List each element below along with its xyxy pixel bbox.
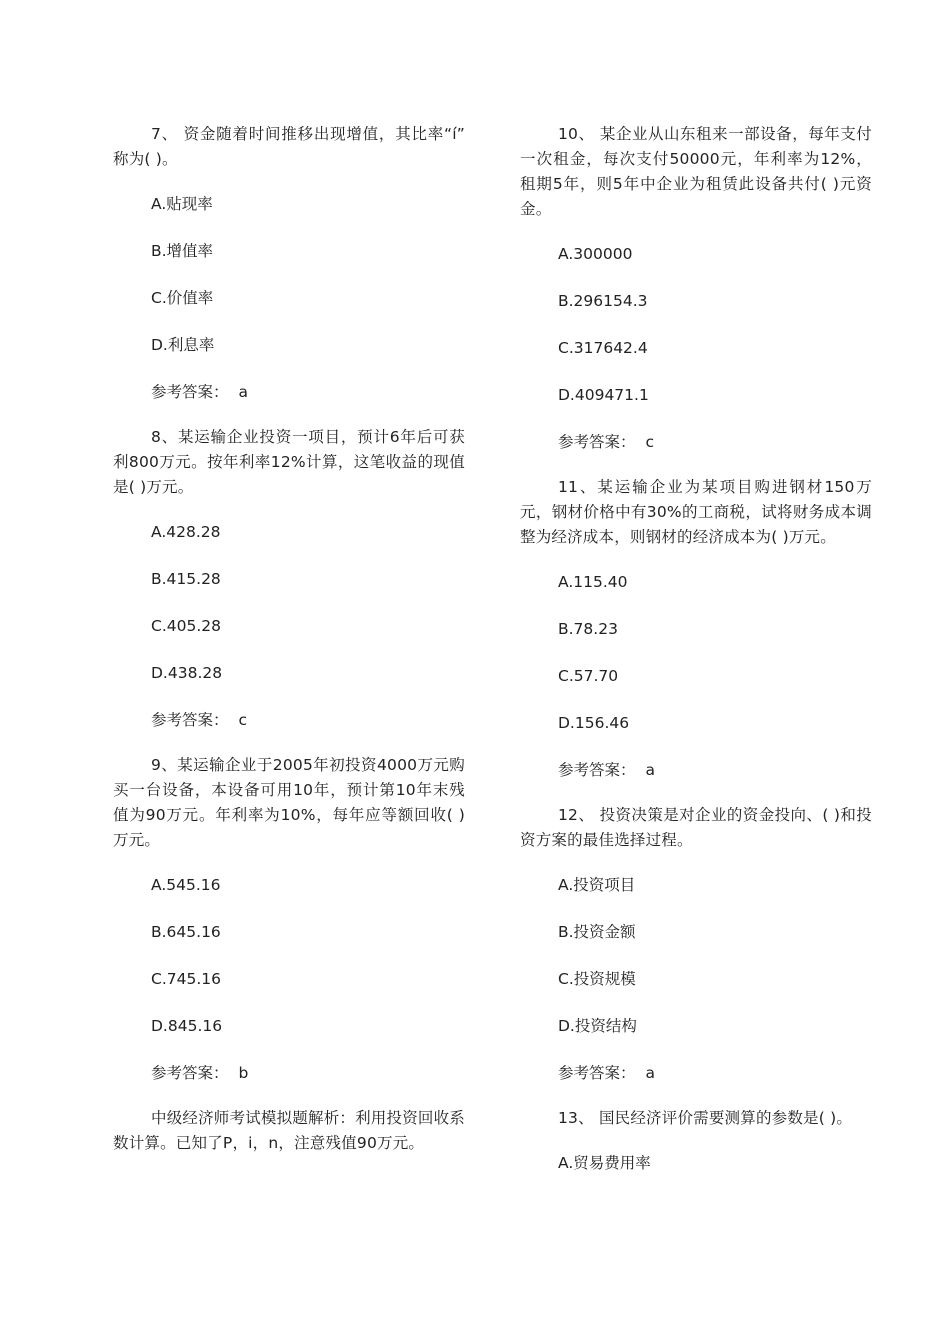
option-c: C.317642.4 — [558, 339, 648, 357]
question-12: 12、 投资决策是对企业的资金投向、( )和投资方案的最佳选择过程。 — [520, 806, 872, 849]
question-11: 11、某运输企业为某项目购进钢材150万元，钢材价格中有30%的工商税，试将财务成本调整为经济成本，则钢材的经济成本为( )万元。 — [520, 478, 872, 546]
answer-value: a — [645, 1064, 656, 1082]
left-column — [113, 122, 465, 1176]
question-10: 10、 某企业从山东租来一部设备，每年支付一次租金，每次支付50000元，年利率为12%，租期5年，则5年中企业为租赁此设备共付( )元资金。 — [520, 125, 872, 218]
option-b: B.增值率 — [151, 242, 214, 260]
option-b: B.投资金额 — [558, 923, 636, 941]
answer-label: 参考答案： — [558, 1064, 636, 1082]
answer-9 — [113, 1061, 465, 1086]
option-a: A.贸易费用率 — [558, 1154, 651, 1172]
answer-value: b — [238, 1064, 249, 1082]
option-b: B.78.23 — [558, 620, 618, 638]
answer-label: 参考答案： — [558, 761, 636, 779]
answer-8 — [113, 708, 465, 733]
answer-10 — [520, 430, 872, 455]
option-d: D.438.28 — [151, 664, 223, 682]
option-b: B.645.16 — [151, 923, 221, 941]
option-b: B.415.28 — [151, 570, 221, 588]
question-7: 7、 资金随着时间推移出现增值，其比率“í” 称为( )。 — [113, 125, 465, 168]
option-d: D.利息率 — [151, 336, 215, 354]
question-9: 9、某运输企业于2005年初投资4000万元购买一台设备，本设备可用10年，预计第10年末残值为90万元。年利率为10%，每年应等额回收( )万元。 — [113, 756, 465, 849]
option-c: C.57.70 — [558, 667, 619, 685]
answer-label: 参考答案： — [151, 383, 229, 401]
explanation-text: 中级经济师考试模拟题解析：利用投资回收系数计算。已知了P，i，n，注意残值90万元。 — [113, 1109, 466, 1152]
answer-11 — [520, 758, 872, 783]
answer-label: 参考答案： — [151, 1064, 229, 1082]
answer-value: c — [238, 711, 248, 729]
answer-12 — [520, 1061, 872, 1086]
option-d: D.投资结构 — [558, 1017, 637, 1035]
option-c: C.价值率 — [151, 289, 214, 307]
answer-7 — [113, 380, 465, 405]
option-d: D.845.16 — [151, 1017, 223, 1035]
question-8: 8、某运输企业投资一项目，预计6年后可获利800万元。按年利率12%计算，这笔收益的现值是( )万元。 — [113, 428, 465, 496]
option-d: D.409471.1 — [558, 386, 649, 404]
answer-value: a — [645, 761, 656, 779]
option-a: A.115.40 — [558, 573, 628, 591]
option-a: A.545.16 — [151, 876, 221, 894]
answer-label: 参考答案： — [151, 711, 229, 729]
option-a: A.428.28 — [151, 523, 221, 541]
option-d: D.156.46 — [558, 714, 630, 732]
option-a: A.投资项目 — [558, 876, 636, 894]
option-c: C.745.16 — [151, 970, 221, 988]
option-a: A.贴现率 — [151, 195, 213, 213]
answer-value: c — [645, 433, 655, 451]
answer-value: a — [238, 383, 249, 401]
option-b: B.296154.3 — [558, 292, 648, 310]
question-13: 13、 国民经济评价需要测算的参数是( )。 — [558, 1109, 853, 1127]
option-c: C.投资规模 — [558, 970, 636, 988]
option-a: A.300000 — [558, 245, 633, 263]
option-c: C.405.28 — [151, 617, 221, 635]
answer-label: 参考答案： — [558, 433, 636, 451]
right-column — [520, 122, 872, 1198]
